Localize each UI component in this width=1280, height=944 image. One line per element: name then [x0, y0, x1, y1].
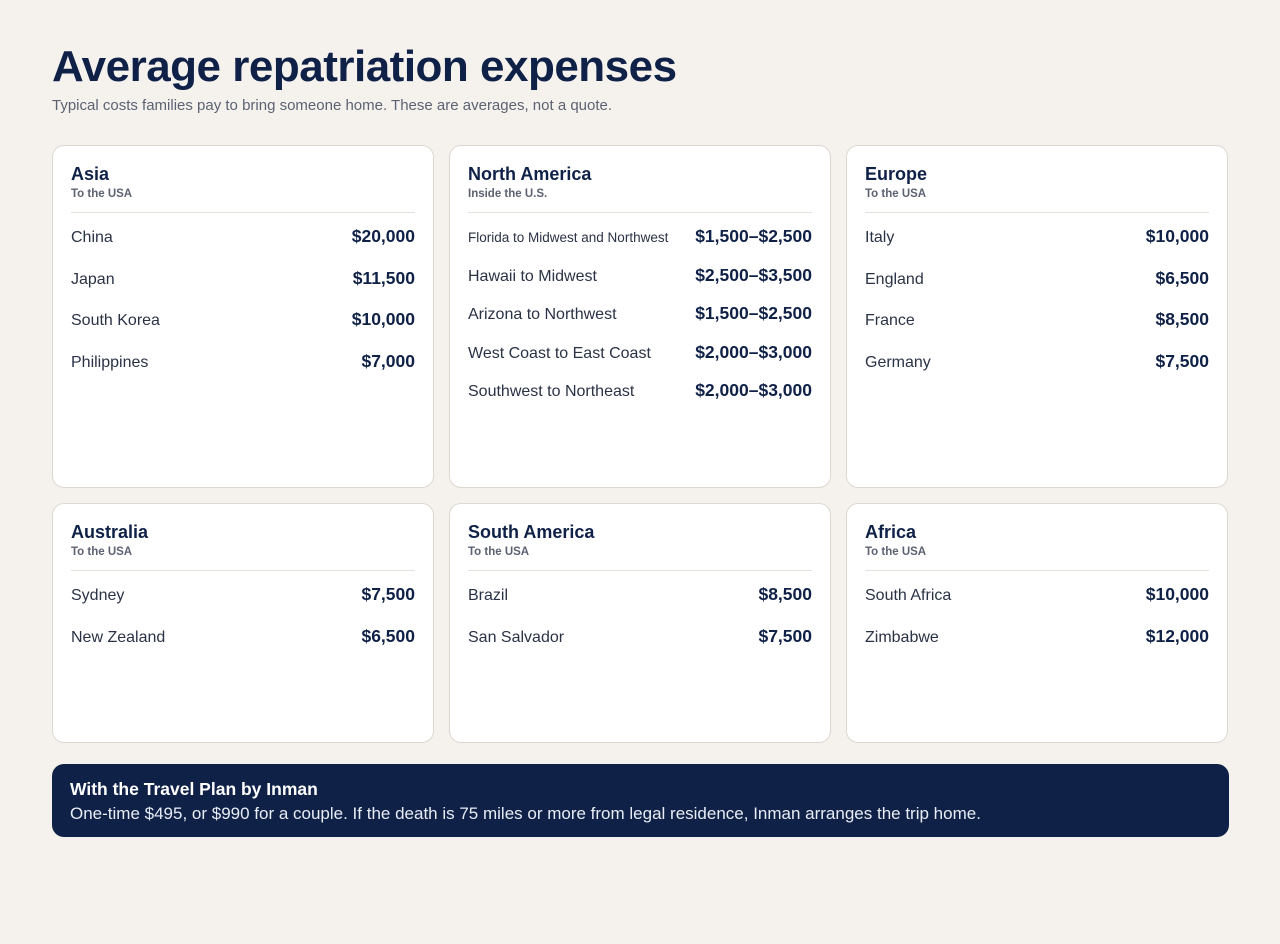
destination-label: China — [71, 229, 113, 246]
cost-list — [468, 223, 812, 416]
card-divider — [865, 212, 1209, 213]
cost-row — [865, 348, 1209, 390]
cost-value: $6,500 — [361, 625, 415, 646]
destination-label: San Salvador — [468, 628, 565, 646]
cost-list — [71, 581, 415, 664]
card-divider — [468, 570, 812, 571]
card-title: Europe — [865, 164, 928, 184]
cost-row — [865, 306, 1209, 348]
cost-value: $11,500 — [352, 267, 415, 288]
cost-value: $1,500–$2,500 — [695, 226, 812, 246]
card-divider — [71, 212, 415, 213]
cost-row — [865, 223, 1209, 265]
cost-row — [71, 306, 415, 348]
card-title: Australia — [71, 522, 149, 542]
cost-row — [71, 581, 415, 623]
region-card-north-america — [449, 145, 831, 488]
cost-list — [71, 223, 415, 389]
destination-label: Zimbabwe — [865, 628, 939, 646]
destination-label: Japan — [71, 270, 115, 288]
cost-row — [468, 581, 812, 623]
cost-value: $8,500 — [1155, 309, 1209, 330]
cost-row — [468, 623, 812, 665]
cost-list — [865, 581, 1209, 664]
cost-value: $12,000 — [1145, 625, 1209, 646]
card-title: Asia — [71, 164, 110, 184]
region-card-europe — [846, 145, 1228, 488]
destination-label: Philippines — [71, 353, 149, 371]
region-card-south-america — [449, 503, 831, 743]
card-divider — [865, 570, 1209, 571]
page-title: Average repatriation expenses — [52, 42, 677, 91]
destination-label: New Zealand — [71, 628, 166, 646]
destination-label: Germany — [865, 353, 931, 371]
cost-value: $2,500–$3,500 — [695, 264, 812, 285]
cost-value: $7,000 — [361, 350, 415, 371]
cost-value: $7,500 — [758, 625, 812, 646]
cost-value: $2,000–$3,000 — [695, 380, 812, 401]
destination-label: England — [865, 270, 924, 288]
page-subtitle: Typical costs families pay to bring someone home. These are averages, not a quote. — [52, 97, 613, 114]
cost-value: $10,000 — [1145, 226, 1209, 246]
card-title: North America — [468, 164, 592, 184]
cost-value: $10,000 — [1145, 584, 1209, 604]
destination-label: South Africa — [865, 587, 952, 604]
cost-value: $8,500 — [758, 584, 812, 604]
destination-label: Arizona to Northwest — [468, 306, 617, 324]
region-card-australia — [52, 503, 434, 743]
card-subtitle: To the USA — [71, 546, 133, 558]
destination-label: Florida to Midwest and Northwest — [468, 230, 669, 245]
region-card-asia — [52, 145, 434, 488]
cost-row — [865, 623, 1209, 665]
destination-label: Italy — [865, 229, 895, 246]
cost-row — [468, 223, 812, 262]
cost-row — [468, 262, 812, 301]
card-subtitle: To the USA — [71, 188, 133, 200]
banner-title: With the Travel Plan by Inman — [70, 779, 318, 799]
card-subtitle: To the USA — [865, 546, 927, 558]
cost-row — [71, 265, 415, 307]
destination-label: Southwest to Northeast — [468, 383, 635, 401]
cost-value: $20,000 — [351, 226, 415, 246]
cost-value: $7,500 — [361, 584, 415, 604]
cost-row — [468, 377, 812, 416]
cost-row — [468, 339, 812, 378]
destination-label: Hawaii to Midwest — [468, 267, 597, 285]
cost-value: $6,500 — [1155, 267, 1209, 288]
cost-row — [71, 623, 415, 665]
travel-plan-banner — [52, 764, 1229, 837]
cost-value: $2,000–$3,000 — [695, 341, 812, 362]
cost-row — [71, 223, 415, 265]
destination-label: West Coast to East Coast — [468, 344, 651, 362]
card-title: South America — [468, 522, 595, 542]
card-subtitle: To the USA — [468, 546, 530, 558]
cost-row — [71, 348, 415, 390]
cost-list — [865, 223, 1209, 389]
card-subtitle: Inside the U.S. — [468, 188, 548, 200]
cost-list — [468, 581, 812, 664]
cost-value: $1,500–$2,500 — [695, 303, 812, 324]
banner-text: One-time $495, or $990 for a couple. If the death is 75 miles or more from legal residence, Inman arranges the trip home. — [70, 804, 981, 823]
destination-label: Sydney — [71, 587, 125, 604]
region-card-africa — [846, 503, 1228, 743]
card-divider — [468, 212, 812, 213]
destination-label: France — [865, 312, 915, 330]
cost-value: $7,500 — [1155, 350, 1209, 371]
cost-row — [865, 265, 1209, 307]
card-title: Africa — [865, 522, 917, 542]
cost-row — [865, 581, 1209, 623]
cost-value: $10,000 — [351, 309, 415, 330]
cost-row — [468, 300, 812, 339]
card-subtitle: To the USA — [865, 188, 927, 200]
destination-label: Brazil — [468, 587, 509, 604]
card-divider — [71, 570, 415, 571]
destination-label: South Korea — [71, 312, 160, 330]
